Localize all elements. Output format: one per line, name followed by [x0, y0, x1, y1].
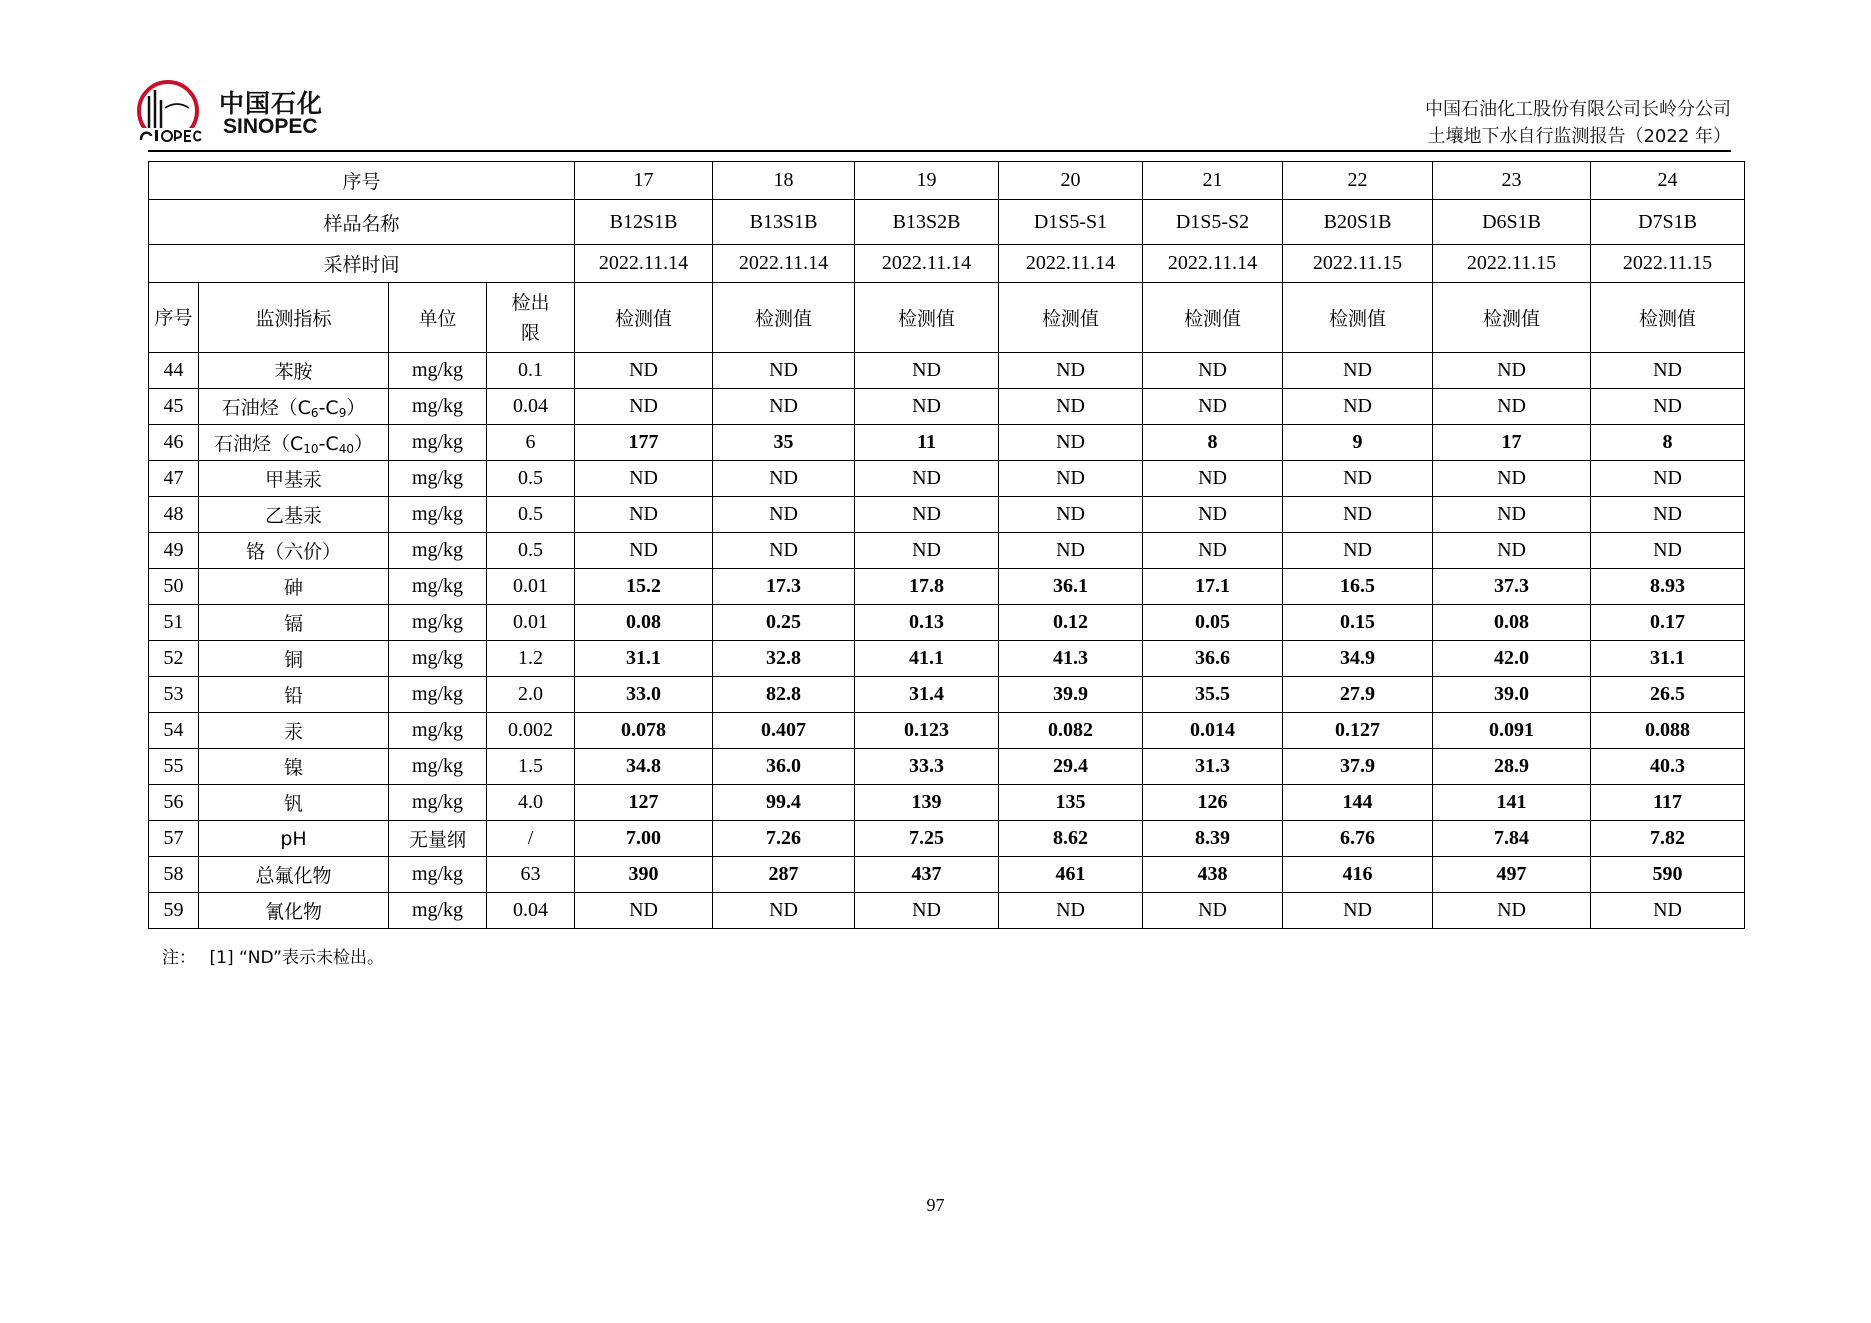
row-value: 6.76	[1283, 821, 1433, 857]
row-value: 39.0	[1433, 677, 1591, 713]
col-header-value: 检测值	[713, 283, 855, 353]
row-value: 8.93	[1591, 569, 1745, 605]
row-limit: 1.2	[487, 641, 575, 677]
row-value: 31.1	[1591, 641, 1745, 677]
time-label: 采样时间	[149, 245, 575, 283]
row-value: 0.15	[1283, 605, 1433, 641]
row-value: ND	[1591, 497, 1745, 533]
sample-date: 2022.11.15	[1591, 245, 1745, 283]
sample-no: 17	[575, 162, 713, 200]
row-no: 53	[149, 677, 199, 713]
row-limit: 0.01	[487, 605, 575, 641]
row-value: 0.08	[575, 605, 713, 641]
row-value: 0.091	[1433, 713, 1591, 749]
table-body	[149, 162, 1745, 929]
sample-name: D7S1B	[1591, 200, 1745, 245]
row-value: ND	[855, 389, 999, 425]
row-limit: 0.1	[487, 353, 575, 389]
row-value: ND	[1433, 353, 1591, 389]
row-indicator: 氰化物	[199, 893, 389, 929]
table-row	[149, 749, 1745, 785]
row-value: ND	[1283, 893, 1433, 929]
row-value: 390	[575, 857, 713, 893]
row-value: 41.3	[999, 641, 1143, 677]
row-limit: 63	[487, 857, 575, 893]
col-header-value: 检测值	[855, 283, 999, 353]
table-row	[149, 713, 1745, 749]
row-value: 416	[1283, 857, 1433, 893]
row-no: 44	[149, 353, 199, 389]
row-no: 50	[149, 569, 199, 605]
row-unit: mg/kg	[389, 353, 487, 389]
logo-chinese-name: 中国石化	[219, 89, 324, 118]
col-header-value: 检测值	[1143, 283, 1283, 353]
row-value: 126	[1143, 785, 1283, 821]
sample-date: 2022.11.14	[1143, 245, 1283, 283]
row-limit: 0.5	[487, 497, 575, 533]
sample-no: 20	[999, 162, 1143, 200]
row-value: 437	[855, 857, 999, 893]
row-indicator: 铅	[199, 677, 389, 713]
table-row	[149, 821, 1745, 857]
header-row-time	[149, 245, 1745, 283]
header-row-sample	[149, 200, 1745, 245]
row-value: 31.4	[855, 677, 999, 713]
col-header-unit: 单位	[389, 283, 487, 353]
row-value: ND	[713, 353, 855, 389]
table-row	[149, 461, 1745, 497]
row-value: ND	[1283, 353, 1433, 389]
row-value: ND	[1591, 389, 1745, 425]
sample-no: 24	[1591, 162, 1745, 200]
row-value: 0.12	[999, 605, 1143, 641]
sample-date: 2022.11.15	[1283, 245, 1433, 283]
row-value: ND	[1591, 533, 1745, 569]
company-name: 中国石油化工股份有限公司长岭分公司	[1425, 99, 1731, 120]
row-limit: 0.01	[487, 569, 575, 605]
row-indicator: 铬（六价）	[199, 533, 389, 569]
row-limit: 0.04	[487, 893, 575, 929]
table-row	[149, 605, 1745, 641]
col-header-indicator: 监测指标	[199, 283, 389, 353]
row-value: 287	[713, 857, 855, 893]
row-value: 8.39	[1143, 821, 1283, 857]
logo-english-name: SINOPEC	[223, 115, 318, 138]
row-value: ND	[855, 893, 999, 929]
row-indicator: 镉	[199, 605, 389, 641]
row-value: ND	[1143, 497, 1283, 533]
row-value: 27.9	[1283, 677, 1433, 713]
header-divider	[148, 150, 1731, 152]
row-indicator: 铜	[199, 641, 389, 677]
row-value: ND	[1143, 461, 1283, 497]
row-value: 7.82	[1591, 821, 1745, 857]
row-no: 52	[149, 641, 199, 677]
row-value: ND	[713, 497, 855, 533]
row-value: ND	[1591, 461, 1745, 497]
row-value: 438	[1143, 857, 1283, 893]
table-row	[149, 641, 1745, 677]
row-value: 15.2	[575, 569, 713, 605]
row-value: 16.5	[1283, 569, 1433, 605]
row-value: ND	[1433, 893, 1591, 929]
column-header-row	[149, 283, 1745, 353]
table-note	[162, 943, 384, 968]
row-value: ND	[575, 353, 713, 389]
row-value: 8	[1143, 425, 1283, 461]
row-no: 49	[149, 533, 199, 569]
row-no: 56	[149, 785, 199, 821]
row-value: 117	[1591, 785, 1745, 821]
row-value: 0.014	[1143, 713, 1283, 749]
sample-no: 22	[1283, 162, 1433, 200]
row-value: ND	[575, 389, 713, 425]
note-prefix: 注：	[162, 948, 196, 968]
col-no-text: 序号	[154, 306, 193, 329]
row-limit: 0.002	[487, 713, 575, 749]
row-value: 141	[1433, 785, 1591, 821]
row-value: 590	[1591, 857, 1745, 893]
row-value: 36.0	[713, 749, 855, 785]
row-unit: mg/kg	[389, 857, 487, 893]
page-number: 97	[926, 1195, 945, 1215]
row-no: 54	[149, 713, 199, 749]
sample-no: 21	[1143, 162, 1283, 200]
row-value: 26.5	[1591, 677, 1745, 713]
row-value: ND	[1283, 533, 1433, 569]
row-value: ND	[999, 533, 1143, 569]
row-value: ND	[855, 353, 999, 389]
row-value: 82.8	[713, 677, 855, 713]
row-value: ND	[1143, 533, 1283, 569]
row-value: 28.9	[1433, 749, 1591, 785]
monitoring-table	[148, 161, 1745, 929]
row-value: 0.05	[1143, 605, 1283, 641]
row-unit: mg/kg	[389, 569, 487, 605]
col-header-limit	[487, 283, 575, 353]
row-limit: 1.5	[487, 749, 575, 785]
row-value: 0.08	[1433, 605, 1591, 641]
row-value: ND	[1591, 893, 1745, 929]
row-unit: mg/kg	[389, 533, 487, 569]
row-value: ND	[999, 425, 1143, 461]
row-value: 34.9	[1283, 641, 1433, 677]
table-row	[149, 533, 1745, 569]
row-value: ND	[855, 497, 999, 533]
row-value: ND	[999, 353, 1143, 389]
sample-name: B20S1B	[1283, 200, 1433, 245]
row-unit: mg/kg	[389, 677, 487, 713]
row-value: ND	[1433, 461, 1591, 497]
row-value: 135	[999, 785, 1143, 821]
row-value: ND	[999, 461, 1143, 497]
row-unit: mg/kg	[389, 785, 487, 821]
row-unit: mg/kg	[389, 461, 487, 497]
row-value: 144	[1283, 785, 1433, 821]
row-indicator: 石油烃$(C_{10}-C_{40})$	[199, 425, 389, 461]
row-no: 47	[149, 461, 199, 497]
row-value: 17	[1433, 425, 1591, 461]
table-row	[149, 497, 1745, 533]
row-value: ND	[713, 389, 855, 425]
row-value: 39.9	[999, 677, 1143, 713]
row-indicator: 苯胺	[199, 353, 389, 389]
sinopec-logo	[135, 78, 335, 148]
table-row	[149, 353, 1745, 389]
row-value: 11	[855, 425, 999, 461]
sample-date: 2022.11.14	[713, 245, 855, 283]
row-indicator: 乙基汞	[199, 497, 389, 533]
row-value: ND	[713, 533, 855, 569]
sample-name: B12S1B	[575, 200, 713, 245]
row-limit: 0.04	[487, 389, 575, 425]
sample-no: 18	[713, 162, 855, 200]
col-header-no	[149, 283, 199, 353]
row-value: 35	[713, 425, 855, 461]
row-value: 0.088	[1591, 713, 1745, 749]
row-value: 33.0	[575, 677, 713, 713]
row-no: 57	[149, 821, 199, 857]
table-row	[149, 857, 1745, 893]
row-no: 58	[149, 857, 199, 893]
row-unit: mg/kg	[389, 749, 487, 785]
row-value: 41.1	[855, 641, 999, 677]
row-value: ND	[1591, 353, 1745, 389]
row-value: 8.62	[999, 821, 1143, 857]
sinopec-emblem-icon	[135, 78, 215, 148]
row-unit: mg/kg	[389, 425, 487, 461]
row-value: 17.1	[1143, 569, 1283, 605]
sample-date: 2022.11.14	[855, 245, 999, 283]
row-no: 55	[149, 749, 199, 785]
sample-no: 23	[1433, 162, 1591, 200]
row-indicator: pH	[199, 821, 389, 857]
row-value: ND	[1283, 461, 1433, 497]
row-value: 7.26	[713, 821, 855, 857]
row-value: ND	[575, 497, 713, 533]
row-value: 0.127	[1283, 713, 1433, 749]
row-indicator: 总氟化物	[199, 857, 389, 893]
row-value: 139	[855, 785, 999, 821]
row-value: 0.082	[999, 713, 1143, 749]
sample-name: B13S2B	[855, 200, 999, 245]
row-value: ND	[575, 893, 713, 929]
row-limit: 2.0	[487, 677, 575, 713]
row-unit: mg/kg	[389, 605, 487, 641]
report-header	[1425, 96, 1731, 150]
note-text: [1] “ND”表示未检出。	[209, 948, 384, 968]
sample-name: D6S1B	[1433, 200, 1591, 245]
row-value: ND	[1283, 389, 1433, 425]
row-indicator: 石油烃$(C_6-C_9)$	[199, 389, 389, 425]
row-limit: 0.5	[487, 533, 575, 569]
row-value: 17.8	[855, 569, 999, 605]
row-value: ND	[999, 497, 1143, 533]
sample-no: 19	[855, 162, 999, 200]
row-value: 7.00	[575, 821, 713, 857]
row-limit: 6	[487, 425, 575, 461]
sample-date: 2022.11.14	[575, 245, 713, 283]
row-indicator: 钒	[199, 785, 389, 821]
row-limit: 0.5	[487, 461, 575, 497]
row-unit: mg/kg	[389, 713, 487, 749]
table-row	[149, 569, 1745, 605]
row-no: 46	[149, 425, 199, 461]
row-value: 17.3	[713, 569, 855, 605]
row-value: ND	[1283, 497, 1433, 533]
row-value: 35.5	[1143, 677, 1283, 713]
table-row	[149, 893, 1745, 929]
row-value: ND	[999, 893, 1143, 929]
row-value: 42.0	[1433, 641, 1591, 677]
row-indicator: 砷	[199, 569, 389, 605]
row-value: ND	[1143, 353, 1283, 389]
row-value: 32.8	[713, 641, 855, 677]
row-value: ND	[999, 389, 1143, 425]
row-value: 8	[1591, 425, 1745, 461]
row-value: 9	[1283, 425, 1433, 461]
sample-name: D1S5-S2	[1143, 200, 1283, 245]
row-value: 7.25	[855, 821, 999, 857]
row-value: 34.8	[575, 749, 713, 785]
row-unit: mg/kg	[389, 641, 487, 677]
sample-date: 2022.11.15	[1433, 245, 1591, 283]
row-indicator: 镍	[199, 749, 389, 785]
sample-label: 样品名称	[149, 200, 575, 245]
table-row	[149, 677, 1745, 713]
seq-label: 序号	[149, 162, 575, 200]
row-limit: 4.0	[487, 785, 575, 821]
row-value: 7.84	[1433, 821, 1591, 857]
row-no: 45	[149, 389, 199, 425]
row-value: ND	[1143, 893, 1283, 929]
row-value: 40.3	[1591, 749, 1745, 785]
col-limit-text: 检出限	[511, 291, 550, 344]
row-indicator: 汞	[199, 713, 389, 749]
table-row	[149, 389, 1745, 425]
row-no: 51	[149, 605, 199, 641]
row-value: 31.3	[1143, 749, 1283, 785]
row-value: 99.4	[713, 785, 855, 821]
row-value: ND	[713, 893, 855, 929]
col-header-value: 检测值	[1591, 283, 1745, 353]
row-value: ND	[855, 533, 999, 569]
row-value: 0.13	[855, 605, 999, 641]
row-value: 31.1	[575, 641, 713, 677]
row-value: ND	[713, 461, 855, 497]
sample-name: D1S5-S1	[999, 200, 1143, 245]
row-value: 29.4	[999, 749, 1143, 785]
row-unit: 无量纲	[389, 821, 487, 857]
row-limit: /	[487, 821, 575, 857]
sample-date: 2022.11.14	[999, 245, 1143, 283]
row-value: ND	[855, 461, 999, 497]
row-value: 497	[1433, 857, 1591, 893]
report-title: 土壤地下水自行监测报告（2022 年）	[1427, 126, 1731, 147]
row-value: ND	[1433, 533, 1591, 569]
row-value: 461	[999, 857, 1143, 893]
row-value: ND	[1143, 389, 1283, 425]
header-row-seq	[149, 162, 1745, 200]
row-unit: mg/kg	[389, 497, 487, 533]
row-value: 0.123	[855, 713, 999, 749]
col-header-value: 检测值	[1433, 283, 1591, 353]
row-value: 37.9	[1283, 749, 1433, 785]
col-header-value: 检测值	[999, 283, 1143, 353]
row-value: 0.25	[713, 605, 855, 641]
table-row	[149, 785, 1745, 821]
row-unit: mg/kg	[389, 389, 487, 425]
row-value: 177	[575, 425, 713, 461]
col-header-value: 检测值	[575, 283, 713, 353]
row-value: 33.3	[855, 749, 999, 785]
row-value: 127	[575, 785, 713, 821]
table-row	[149, 425, 1745, 461]
row-value: 0.17	[1591, 605, 1745, 641]
row-value: ND	[1433, 497, 1591, 533]
row-value: 0.078	[575, 713, 713, 749]
row-value: 0.407	[713, 713, 855, 749]
row-no: 48	[149, 497, 199, 533]
row-value: 37.3	[1433, 569, 1591, 605]
sample-name: B13S1B	[713, 200, 855, 245]
col-header-value: 检测值	[1283, 283, 1433, 353]
row-no: 59	[149, 893, 199, 929]
row-value: ND	[575, 461, 713, 497]
row-value: ND	[1433, 389, 1591, 425]
row-unit: mg/kg	[389, 893, 487, 929]
row-value: 36.1	[999, 569, 1143, 605]
row-value: ND	[575, 533, 713, 569]
row-value: 36.6	[1143, 641, 1283, 677]
row-indicator: 甲基汞	[199, 461, 389, 497]
